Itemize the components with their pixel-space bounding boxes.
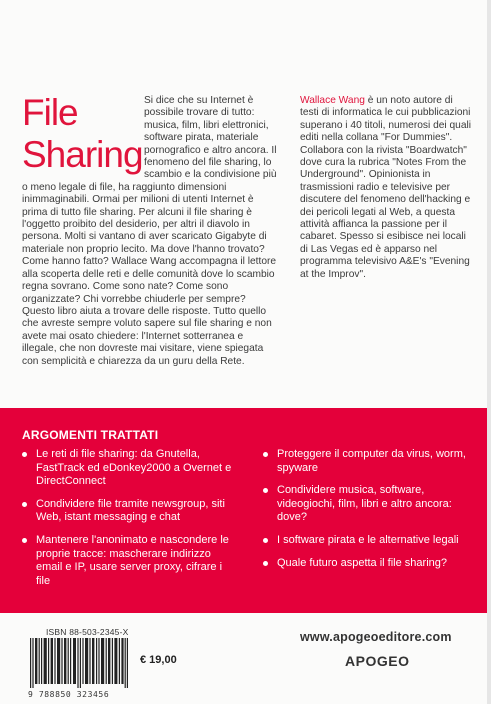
- page-edge: [487, 0, 491, 704]
- author-name: Wallace Wang: [300, 95, 365, 106]
- topic-text: Mantenere l'anonimato e nascondere le proprie tracce: mascherare indirizzo email e IP, usare server proxy, cifrare i file: [36, 533, 229, 587]
- bullet-icon: [263, 561, 268, 566]
- topic-text: Condividere file tramite newsgroup, siti Web, istant messaging e chat: [36, 497, 225, 524]
- topics-list-left: [22, 448, 237, 597]
- topic-item: [22, 498, 237, 525]
- barcode-number: 9 788850 323456: [28, 690, 110, 699]
- topic-item: [22, 534, 237, 588]
- topic-item: [22, 448, 237, 489]
- topic-item: [263, 484, 473, 525]
- bullet-icon: [263, 452, 268, 457]
- bullet-icon: [263, 488, 268, 493]
- bullet-icon: [22, 538, 27, 543]
- topics-list-right: [263, 448, 473, 579]
- intro-text: Si dice che su Internet è possibile trovare di tutto: musica, film, libri elettronici, software pirata, materiale pornografico e altro ancora. Il fenomeno del file sharing, lo scambio e la condivisione più o meno legale di file, ha raggiunto dimensioni inimmaginabili. Ormai per milioni di utenti Internet è prima di tutto file sharing. Per alcuni il file sharing è l'oggetto proibito del desiderio, per altri il diavolo in persona. Molti si vantano di aver scaricato Gigabyte di materiale non proprio lecito. Ma dove l'hanno trovato? Come hanno fatto? Wallace Wang accompagna il lettore alla scoperta delle reti e delle comunità dove lo scambio regna sovrano. Come sono nate? Come sono organizzate? Chi vorrebbe chiuderle per sempre? Questo libro aiuta a trovare delle risposte. Tutto quello che avreste sempre voluto sapere sul file sharing e non avete mai osato chiedere: l'Internet sotterranea e illegale, che non dovreste mai visitare, viene spiegata con semplicità e chiarezza da un guru della Rete.: [22, 95, 277, 367]
- topic-item: [263, 448, 473, 475]
- topics-heading: ARGOMENTI TRATTATI: [22, 428, 159, 442]
- author-bio: [300, 95, 472, 281]
- title-line-1: File: [22, 92, 78, 133]
- barcode-icon: [30, 638, 128, 688]
- price: € 19,00: [140, 654, 177, 666]
- title-line-2: Sharing: [22, 134, 143, 175]
- topic-text: I software pirata e le alternative legali: [277, 533, 459, 546]
- topic-item: [263, 557, 473, 571]
- bullet-icon: [263, 538, 268, 543]
- topic-text: Condividere musica, software, videogiochi, film, libri e altro ancora: dove?: [277, 484, 452, 524]
- bullet-icon: [22, 502, 27, 507]
- topic-item: [263, 534, 473, 548]
- topic-text: Proteggere il computer da virus, worm, spyware: [277, 448, 466, 474]
- topic-text: Quale futuro aspetta il file sharing?: [277, 556, 447, 569]
- bullet-icon: [22, 452, 27, 457]
- title-spacer: [22, 95, 144, 179]
- intro-paragraph: [22, 95, 280, 368]
- isbn-label: ISBN 88-503-2345-X: [46, 627, 129, 637]
- author-bio-text: è un noto autore di testi di informatica le cui pubblicazioni superano i 40 titoli, numerosi dei quali editi nella collana "For Dummies". Collabora con la rivista "Boardwatch" dove cura la rubrica "Notes From the Underground". Opinionista in trasmissioni radio e televisive per discutere del fenomeno dell'hacking e dei pericoli legati al Web, a questa attività affianca la passione per il cabaret. Spesso si esibisce nei locali di Las Vegas ed è apparso nel programma televisivo A&E's "Evening at the Improv".: [300, 95, 472, 280]
- publisher-url: www.apogeoeditore.com: [300, 630, 452, 644]
- publisher-logo: APOGEO: [345, 653, 410, 669]
- topic-text: Le reti di file sharing: da Gnutella, FastTrack ed eDonkey2000 a Overnet e DirectConnect: [36, 448, 232, 488]
